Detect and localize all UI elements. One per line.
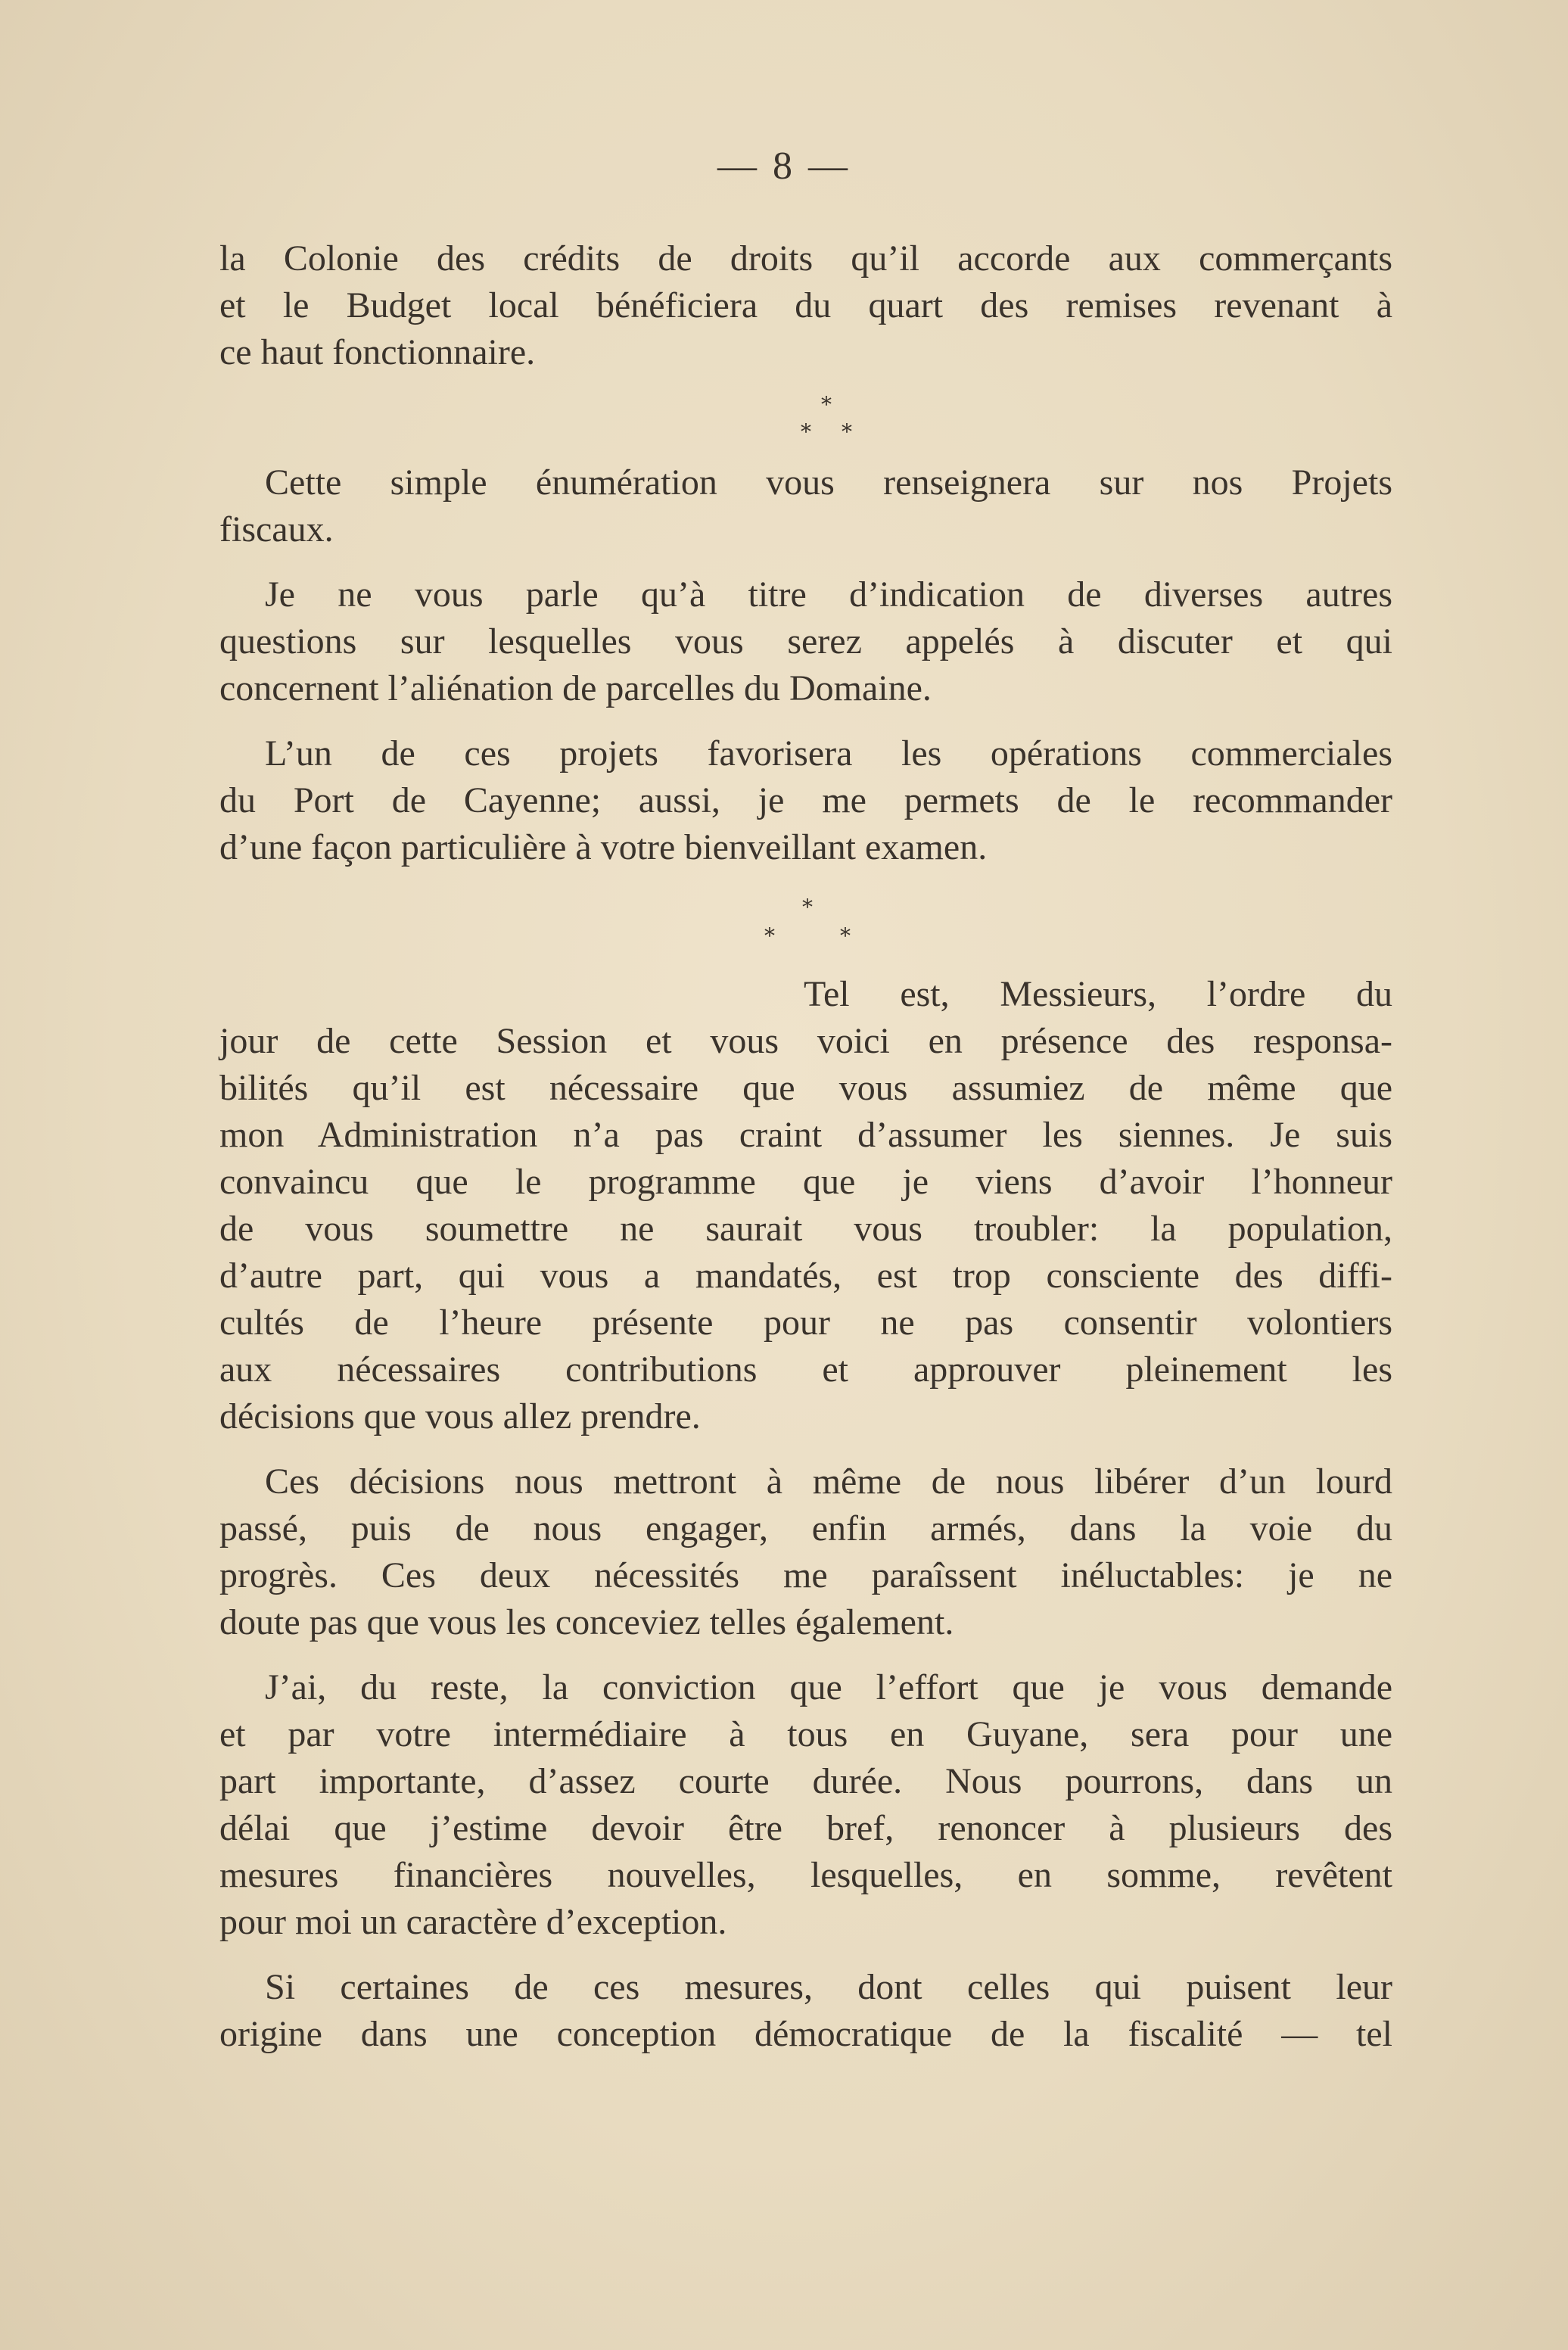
text-line: jour de cette Session et vous voici en présence des responsa- xyxy=(219,1021,1392,1061)
asterisk-mark: * xyxy=(840,923,851,948)
text-line: mon Administration n’a pas craint d’assumer les siennes. Je suis xyxy=(219,1115,1392,1155)
text-line: bilités qu’il est nécessaire que vous assumiez de même que xyxy=(219,1068,1392,1108)
text-line: d’une façon particulière à votre bienveillant examen. xyxy=(219,827,988,867)
text-line: et le Budget local bénéficiera du quart des remises revenant à xyxy=(219,285,1392,325)
text-line: passé, puis de nous engager, enfin armés, dans la voie du xyxy=(219,1508,1392,1549)
text-line: convaincu que le programme que je viens d’avoir l’honneur xyxy=(219,1162,1392,1202)
text-line: Ces décisions nous mettront à même de nous libérer d’un lourd xyxy=(265,1461,1392,1502)
text-line: questions sur lesquelles vous serez appelés à discuter et qui xyxy=(219,621,1392,661)
text-line: pour moi un caractère d’exception. xyxy=(219,1902,727,1942)
text-line: Cette simple énumération vous renseignera sur nos Projets xyxy=(265,462,1392,503)
page-number: — 8 — xyxy=(717,145,851,188)
text-line: Si certaines de ces mesures, dont celles qui puisent leur xyxy=(265,1967,1392,2007)
text-line: la Colonie des crédits de droits qu’il accorde aux commerçants xyxy=(219,238,1392,279)
text-line: cultés de l’heure présente pour ne pas consentir volontiers xyxy=(219,1303,1392,1343)
text-line: délai que j’estime devoir être bref, renoncer à plusieurs des xyxy=(219,1808,1392,1848)
text-line: ce haut fonctionnaire. xyxy=(219,332,536,372)
text-line: d’autre part, qui vous a mandatés, est trop consciente des diffi- xyxy=(219,1256,1392,1296)
asterisk-mark: * xyxy=(764,923,775,948)
text-line: progrès. Ces deux nécessités me paraîssent inéluctables: je ne xyxy=(219,1555,1392,1595)
text-line: fiscaux. xyxy=(219,509,334,549)
text-line: mesures financières nouvelles, lesquelles, en somme, revêtent xyxy=(219,1855,1392,1895)
text-line: Je ne vous parle qu’à titre d’indication de diverses autres xyxy=(265,574,1392,615)
asterisk-mark: * xyxy=(821,392,832,417)
text-line: décisions que vous allez prendre. xyxy=(219,1396,701,1436)
text-line: de vous soumettre ne saurait vous troubler: la population, xyxy=(219,1209,1392,1249)
text-line: Tel est, Messieurs, l’ordre du xyxy=(804,974,1392,1014)
asterisk-mark: * xyxy=(802,895,813,920)
asterisk-mark: * xyxy=(842,419,852,444)
asterisk-mark: * xyxy=(801,419,811,444)
text-line: concernent l’aliénation de parcelles du Domaine. xyxy=(219,668,932,708)
text-line: du Port de Cayenne; aussi, je me permets de le recommander xyxy=(219,780,1392,820)
text-line: aux nécessaires contributions et approuver pleinement les xyxy=(219,1349,1392,1390)
text-line: et par votre intermédiaire à tous en Guyane, sera pour une xyxy=(219,1714,1392,1754)
text-line: part importante, d’assez courte durée. Nous pourrons, dans un xyxy=(219,1761,1392,1801)
text-line: doute pas que vous les conceviez telles également. xyxy=(219,1602,954,1642)
text-line: L’un de ces projets favorisera les opérations commerciales xyxy=(265,733,1392,773)
text-line: J’ai, du reste, la conviction que l’effort que je vous demande xyxy=(265,1667,1392,1707)
text-line: origine dans une conception démocratique de la fiscalité — tel xyxy=(219,2014,1392,2054)
